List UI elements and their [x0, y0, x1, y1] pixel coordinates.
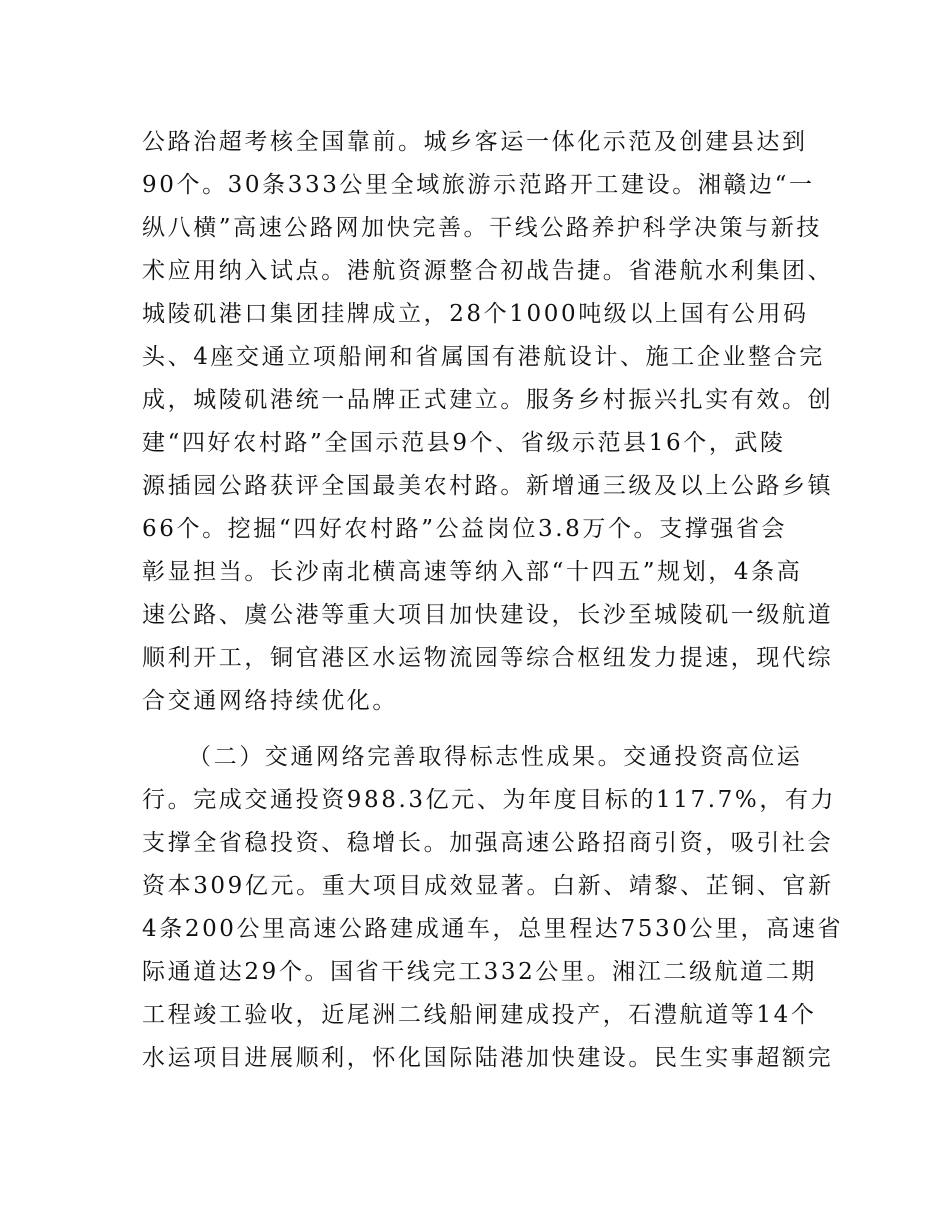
text-line: 彰显担当。长沙南北横高速等纳入部“十四五”规划，4条高	[142, 559, 803, 585]
text-line: 支撑全省稳投资、稳增长。加强高速公路招商引资，吸引社会	[142, 830, 834, 856]
text-line: 术应用纳入试点。港航资源整合初战告捷。省港航水利集团、	[142, 258, 834, 284]
text-line: 66个。挖掘“四好农村路”公益岗位3.8万个。支撑强省会	[142, 516, 788, 542]
text-line: 顺利开工，铜官港区水运物流园等综合枢纽发力提速，现代综	[142, 645, 834, 671]
text-line: 城陵矶港口集团挂牌成立，28个1000吨级以上国有公用码	[142, 301, 809, 327]
text-line: 90个。30条333公里全域旅游示范路开工建设。湘赣边“一	[142, 172, 815, 198]
text-line: 建“四好农村路”全国示范县9个、省级示范县16个，武陵	[142, 430, 786, 456]
text-line: 纵八横”高速公路网加快完善。干线公路养护科学决策与新技	[142, 215, 822, 241]
paragraph-heading-line: （二）交通网络完善取得标志性成果。交通投资高位运	[188, 744, 803, 770]
text-line: 4条200公里高速公路建成通车，总里程达7530公里，高速省	[142, 916, 844, 942]
text-line: 合交通网络持续优化。	[142, 688, 398, 714]
text-line: 水运项目进展顺利，怀化国际陆港加快建设。民生实事超额完	[142, 1045, 834, 1071]
text-line: 头、4座交通立项船闸和省属国有港航设计、施工企业整合完	[142, 344, 825, 370]
text-line: 公路治超考核全国靠前。城乡客运一体化示范及创建县达到	[142, 129, 808, 155]
text-line: 工程竣工验收，近尾洲二线船闸建成投产，石澧航道等14个	[142, 1002, 817, 1028]
text-line: 成，城陵矶港统一品牌正式建立。服务乡村振兴扎实有效。创	[142, 387, 834, 413]
text-line: 速公路、虞公港等重大项目加快建设，长沙至城陵矶一级航道	[142, 602, 834, 628]
text-line: 际通道达29个。国省干线完工332公里。湘江二级航道二期	[142, 959, 817, 985]
text-line: 资本309亿元。重大项目成效显著。白新、靖黎、芷铜、官新	[142, 873, 834, 899]
text-line: 行。完成交通投资988.3亿元、为年度目标的117.7%，有力	[142, 787, 837, 813]
text-line: 源插园公路获评全国最美农村路。新增通三级及以上公路乡镇	[142, 473, 834, 499]
